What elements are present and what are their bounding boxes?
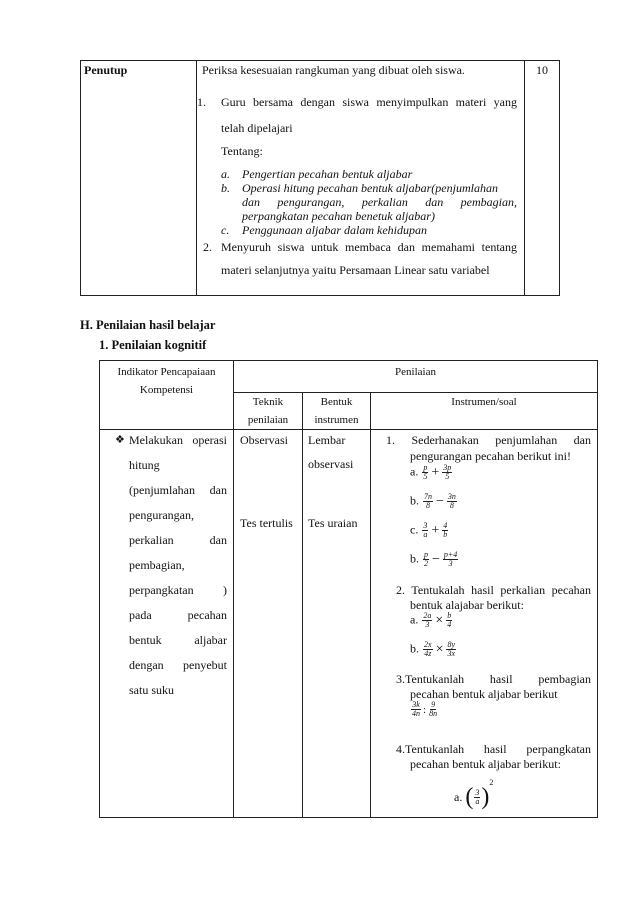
q1-item-a-mark: a. [410,464,419,479]
q4-text-a: 4.Tentukanlah hasil perpangkatan [396,742,591,756]
header-indikator-1: Indikator Pencapaiaan [117,366,216,378]
penutup-label: Penutup [84,63,128,77]
penutup-line1: Periksa kesesuaian rangkuman yang dibuat oleh siswa. [202,63,465,77]
indikator-line-6: pembagian, [129,558,185,572]
exponent: 2 [489,778,494,787]
header-instrumen: Instrumen/soal [451,396,517,408]
header-indikator-2: Kompetensi [139,384,194,396]
sub-text-b3: perpangkatan pecahan benetuk aljabar) [242,209,435,223]
indikator-line-7: perpangkatan ) [129,583,227,597]
header-bentuk-2: instrumen [314,414,359,426]
indikator-line-11: satu suku [129,683,174,697]
q2-item-b: b. $\frac{2x}{4z}$ × $\frac{8y}{3x}$ [410,640,456,659]
item2-num: 2. [203,240,212,254]
fraction: $\frac{9}{8n}$ [429,700,438,719]
indikator-line-5: perkalian dan [129,533,227,547]
section-h-sub: 1. Penilaian kognitif [99,338,207,352]
sub-text-b: Operasi hitung pecahan bentuk aljabar(penjumlahan [242,181,498,195]
sub-mark-a: a. [221,167,230,181]
diamond-bullet-icon: ❖ [115,434,125,446]
indikator-line-4: pengurangan, [129,508,194,522]
q2-item-b-mark: b. [410,641,419,656]
q1-item-c: c. $\frac{3}{a}$ + $\frac{4}{b}$ [410,521,448,540]
indikator-line-10: dengan penyebut [129,658,227,672]
fraction: $\frac{p}{2}$ [424,550,428,569]
q3-text-b: pecahan bentuk aljabar berikut [410,687,558,701]
fraction: $\frac{3}{a}$ [475,787,480,807]
item1-text-b: telah dipelajari [221,121,293,135]
teknik-observasi: Observasi [240,433,288,447]
indikator-line-9: bentuk aljabar [129,633,227,647]
fraction: $\frac{3k}{4n}$ [412,700,420,719]
q1-item-d: b. $\frac{p}{2}$ − $\frac{p+4}{3}$ [410,550,458,569]
header-penilaian: Penilaian [395,366,436,378]
q2-text-b: bentuk alajabar berikut: [410,598,524,612]
sub-text-b2: dan pengurangan, perkalian dan pembagian, [242,195,517,209]
item1-num: 1. [197,95,206,109]
bentuk-lembar: Lembar [308,433,346,447]
fraction: $\frac{p}{5}$ [423,463,428,482]
q3-text-a: 3.Tentukanlah hasil pembagian [396,672,591,686]
fraction: $\frac{b}{4}$ [447,611,452,630]
bentuk-observasi: observasi [308,457,354,471]
sub-text-a: Pengertian pecahan bentuk aljabar [242,167,413,181]
sub-mark-b: b. [221,181,230,195]
fraction: $\frac{3p}{5}$ [443,463,452,482]
bentuk-tes-uraian: Tes uraian [308,516,358,530]
item1-text-a: Guru bersama dengan siswa menyimpulkan materi yang [221,95,517,109]
indikator-line-3: (penjumlahan dan [129,483,227,497]
indikator-line-1: Melakukan operasi [129,433,227,447]
fraction: $\frac{8y}{3x}$ [447,640,456,659]
q2-text-a: 2. Tentukalah hasil perkalian pecahan [396,583,591,597]
header-bentuk-1: Bentuk [320,396,353,408]
fraction: $\frac{p+4}{3}$ [443,550,458,569]
item2-text-b: materi selanjutnya yaitu Persamaan Linear satu variabel [221,263,490,277]
q1-text-a: 1. Sederhanakan penjumlahan dan [386,433,591,447]
section-h-heading: H. Penilaian hasil belajar [80,318,216,332]
fraction: $\frac{2x}{4z}$ [424,640,432,659]
sub-text-c: Penggunaan aljabar dalam kehidupan [242,223,427,237]
q1-item-d-mark: b. [410,551,419,566]
teknik-tes-tertulis: Tes tertulis [240,516,293,530]
header-teknik-1: Teknik [252,396,284,408]
fraction: $\frac{3}{a}$ [423,521,428,540]
q1-item-b: b. $\frac{7n}{8}$ − $\frac{3n}{8}$ [410,492,456,511]
sub-mark-c: c. [221,223,230,237]
fraction: $\frac{3n}{8}$ [447,492,456,511]
q2-item-a-mark: a. [410,612,419,627]
q3-item: $\frac{3k}{4n}$ : $\frac{9}{8n}$ [412,700,438,719]
penutup-time: 10 [536,63,548,77]
q1-item-b-mark: b. [410,493,419,508]
fraction: $\frac{2a}{3}$ [423,611,432,630]
q4-item: a. ( $\frac{3}{a}$ )$^2$ [454,778,494,810]
fraction: $\frac{4}{b}$ [443,521,448,540]
indikator-line-2: hitung [129,458,160,472]
fraction: $\frac{7n}{8}$ [424,492,432,511]
item2-text-a: Menyuruh siswa untuk membaca dan memahami tentang [221,240,517,254]
indikator-line-8: pada pecahan [129,608,227,622]
q4-item-mark: a. [454,789,463,804]
q2-item-a: a. $\frac{2a}{3}$ × $\frac{b}{4}$ [410,611,452,630]
header-teknik-2: penilaian [247,414,289,426]
q1-item-c-mark: c. [410,522,419,537]
q1-item-a: a. $\frac{p}{5}$ + $\frac{3p}{5}$ [410,463,452,482]
tentang-label: Tentang: [221,144,263,158]
q1-text-b: pengurangan pecahan berikut ini! [410,449,571,463]
q4-text-b: pecahan bentuk aljabar berikut: [410,757,561,771]
